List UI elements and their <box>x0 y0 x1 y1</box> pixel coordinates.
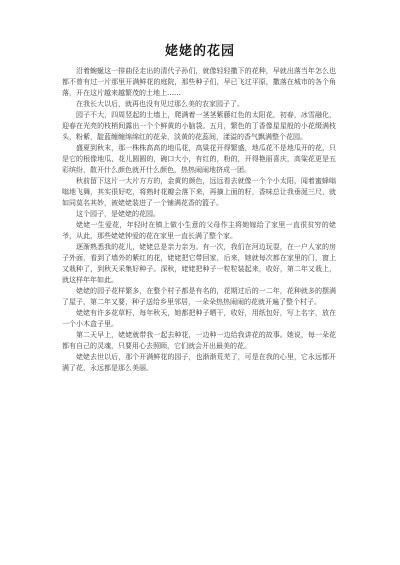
paragraph: 第二天早上，姥姥就带我一起去种花，一边种一边给我讲花的故事。她说，每一朵花都有自己的灵魂，只要用心去照顾，它们就会开出最美的花。 <box>62 331 336 350</box>
paragraph: 姥姥的园子花样繁多，在整个村子都是有名的，花期过后的一二年，花种就多的摆满了屋子，第二年又要，种子送给乡里邻居，一朵朵热热闹闹的花就开遍了整个村子。 <box>62 287 336 306</box>
paragraph: 沿着蜿蜒这一排曲径走出的清代子孙们，就像轻轻撒下的花种，早就出落当年怎么也都不曾有过一片那里开满鲜花的庭院，那些种子们，早已飞过平原，撒落在城市的各个角落，开在这片越来越繁茂的土地上…… <box>62 67 336 97</box>
paragraph: 姥姥有许多花草籽，每年秋天，她都把种子晒干，收好，用纸包好，写上名字，放在一个小木盒子里。 <box>62 309 336 328</box>
paragraph: 姥姥一生爱花，年轻时在镇上做小生意的父母作主将她嫁给了家里一直很贫穷的姥爷，从此，那些姥姥钟爱的花在家里一直长满了整个家。 <box>62 221 336 240</box>
paragraph: 园子不大，四周竖起的土墙上，爬满着一茎茎紫藤红色的太阳花，初春，冰雪融化，迎春在光亮的枝梢间露出一个个鲜黄的小脑袋。五月，繁色的丁香像星星般的小花缀满枝头，粉紫，靛蓝缠缠绵绵红的花朵，淡黄的花蕊间，漾溢的香气飘满整个花园。 <box>62 111 336 141</box>
paragraph: 在我长大以后，就再也没有见过那么美的农家园子了。 <box>76 100 244 108</box>
document-body <box>62 66 336 374</box>
paragraph: 姥姥去世以后，那个开满鲜花的园子，也渐渐荒芜了，可是在我的心里，它永远都开满了花，永远都是那么美丽。 <box>62 353 336 372</box>
paragraph: 这个园子，是姥姥的花园。 <box>76 210 160 218</box>
paragraph: 秋前留下这片一大片方方的，金黄的颜色，远远看去就像一个个小太阳，闻着蜜蜂嗡嗡地飞舞，其实很好吃，将熟时花瓣会落下来，再摘上面的籽，香味总让我垂涎三尺，就如同莫名其妙，被姥姥装进了一个铺满花香的篮子。 <box>62 177 336 207</box>
paragraph: 盛夏到秋末，那一株株高高的地瓜花，高粱花开得繁盛，地瓜花不是地瓜开的花，只是它的根像地瓜，花儿圆圆的，碗口大小，有红的，粉的，开得艳丽喜庆，高粱花更是五彩缤纷，散开什么颜色就开什么颜色，热热闹闹地挤成一团。 <box>62 144 336 174</box>
paragraph: 逐渐熟悉我的花儿，姥姥总是亲力亲为。有一次，我们在河边玩耍，在一户人家的房子外面，看到了墙外的紫红的花，姥姥把它带回家，后来，她就每次都在家里的门，窗上又栽种了，到秋天采集好种子。深秋，姥姥把种子一粒粒装起来，收好，第二年又栽上，就这样年年如此。 <box>62 243 336 284</box>
document-title: 姥姥的花园 <box>164 44 235 59</box>
